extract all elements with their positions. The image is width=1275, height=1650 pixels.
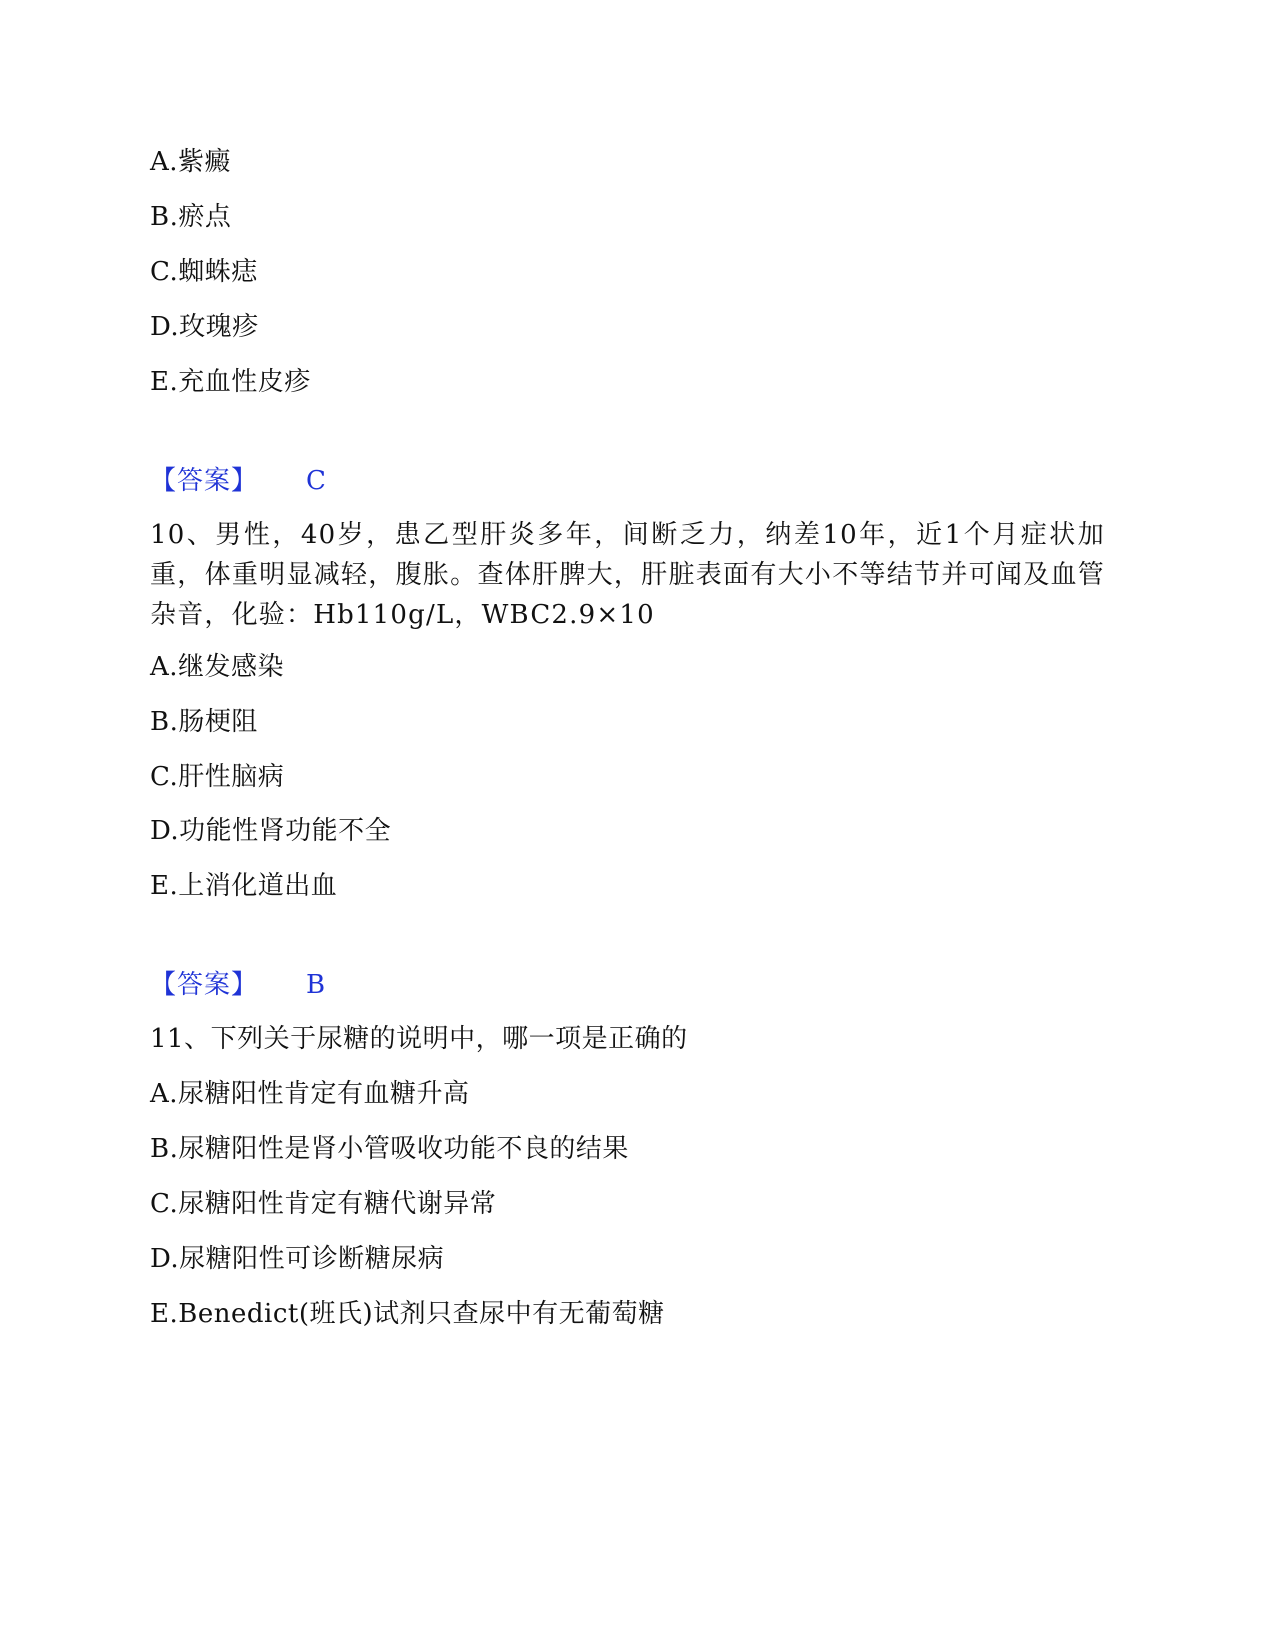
q11-option-d: D.尿糖阳性可诊断糖尿病 bbox=[150, 1244, 445, 1274]
q10-option-a: A.继发感染 bbox=[150, 652, 285, 682]
q10-stem: 10、男性，40岁，患乙型肝炎多年，间断乏力，纳差10年，近1个月症状加重，体重明显减轻，腹胀。查体肝脾大，肝脏表面有大小不等结节并可闻及血管杂音，化验：Hb110g/L，WBC2.9×10 bbox=[150, 520, 1105, 630]
q9-option-b: B.瘀点 bbox=[150, 202, 232, 232]
q10-answer-value: B bbox=[306, 970, 326, 1000]
q9-answer bbox=[150, 465, 326, 497]
q11-stem: 11、下列关于尿糖的说明中，哪一项是正确的 bbox=[150, 1024, 688, 1054]
q10-answer-label: 【答案】 bbox=[150, 970, 259, 1000]
q9-answer-label: 【答案】 bbox=[150, 466, 259, 496]
q9-option-a: A.紫癜 bbox=[150, 147, 232, 177]
q10-option-e: E.上消化道出血 bbox=[150, 871, 338, 901]
q9-option-e: E.充血性皮疹 bbox=[150, 367, 311, 397]
q11-option-e: E.Benedict(班氏)试剂只查尿中有无葡萄糖 bbox=[150, 1299, 665, 1329]
q10-option-b: B.肠梗阻 bbox=[150, 707, 258, 737]
q9-option-c: C.蜘蛛痣 bbox=[150, 257, 258, 287]
q11-option-c: C.尿糖阳性肯定有糖代谢异常 bbox=[150, 1189, 497, 1219]
q10-answer bbox=[150, 969, 325, 1001]
q9-option-d: D.玫瑰疹 bbox=[150, 312, 259, 342]
q11-option-a: A.尿糖阳性肯定有血糖升高 bbox=[150, 1079, 470, 1109]
q10-option-c: C.肝性脑病 bbox=[150, 762, 285, 792]
q10-option-d: D.功能性肾功能不全 bbox=[150, 816, 392, 846]
q11-option-b: B.尿糖阳性是肾小管吸收功能不良的结果 bbox=[150, 1134, 629, 1164]
q9-answer-value: C bbox=[306, 466, 326, 496]
